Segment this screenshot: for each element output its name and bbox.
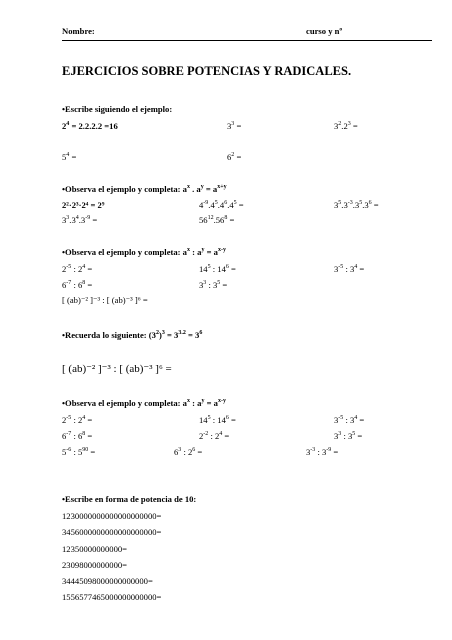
exercise-item: $6^2$ = — [227, 152, 242, 162]
number-item: 12350000000000= — [62, 544, 128, 554]
section1-example: $2^4 = 2.2.2.2 =16$ — [62, 121, 118, 131]
name-label: Nombre: — [62, 26, 95, 36]
header-rule — [62, 40, 432, 41]
exercise-item: $2^{-5}$ : $2^4$ = — [62, 415, 93, 425]
section2-heading: •Observa el ejemplo y completa: $a^x$ . $a^y = a^{x+y}$ — [62, 184, 227, 194]
exercise-item: $2^{-5}$ : $2^4$ = — [62, 264, 93, 274]
exercise-item: $3^5.3^{-3}.3^5.3^6$ = — [334, 200, 379, 210]
exercise-item: $3^2.2^3$ = — [334, 121, 358, 131]
big-bracket-exercise: [ (ab)⁻² ]⁻³ : [ (ab)⁻³ ]⁶ = — [62, 363, 172, 375]
exercise-item: $3^{-5}$ : $3^4$ = — [334, 264, 365, 274]
exercise-item: $6^3$ : $2^6$ = — [174, 447, 203, 457]
exercise-item: $6^{-7}$ : $6^8$ = — [62, 280, 93, 290]
section3-heading: •Observa el ejemplo y completa: $a^x$ : $a^y = a^{x-y}$ — [62, 247, 226, 257]
exercise-item: $3^3$ : $3^5$ = — [334, 431, 363, 441]
number-item: 1556577465000000000000= — [62, 592, 162, 602]
section1-heading: •Escribe siguiendo el ejemplo: — [62, 104, 173, 114]
section6-heading: •Escribe en forma de potencia de 10: — [62, 494, 197, 504]
exercise-item: $14^5$ : $14^6$ = — [199, 415, 236, 425]
exercise-item: $56^{12}.56^8$ = — [199, 215, 235, 225]
exercise-item: $14^5$ : $14^6$ = — [199, 264, 236, 274]
section2-example: 2²·2³·2⁴ = 2⁹ — [62, 200, 105, 210]
section5-heading: •Observa el ejemplo y completa: $a^x$ : $a^y = a^{x-y}$ — [62, 398, 226, 408]
exercise-item: $3^3.3^4.3^{-9}$ = — [62, 215, 98, 225]
exercise-item: $3^3$ : $3^5$ = — [199, 280, 228, 290]
number-item: 23098000000000= — [62, 560, 128, 570]
exercise-item: $4^{-9}.4^5.4^6.4^5$ = — [199, 200, 244, 210]
exercise-item: $5^4$ = — [62, 152, 77, 162]
section4-heading: •Recuerda lo siguiente: $(3^2)^3 = 3^{3.2} = 3^6$ — [62, 330, 203, 340]
bracket-exercise: [ (ab)⁻² ]⁻³ : [ (ab)⁻³ ]⁶ = — [62, 295, 148, 305]
exercise-item: $6^{-7}$ : $6^8$ = — [62, 431, 93, 441]
exercise-item: $3^{-5}$ : $3^4$ = — [334, 415, 365, 425]
exercise-item: $5^{-6}$ : $5^{90}$ = — [62, 447, 96, 457]
number-item: 34445098000000000000= — [62, 576, 153, 586]
number-item: 3456000000000000000000= — [62, 527, 162, 537]
number-item: 1230000000000000000000= — [62, 511, 162, 521]
exercise-item: $3^3$ = — [227, 121, 242, 131]
course-label: curso y nº — [306, 26, 343, 36]
exercise-item: $3^{-3}$ : $3^{-9}$ = — [306, 447, 339, 457]
exercise-item: $2^{-2}$ : $2^4$ = — [199, 431, 230, 441]
page-title: EJERCICIOS SOBRE POTENCIAS Y RADICALES. — [62, 64, 352, 78]
